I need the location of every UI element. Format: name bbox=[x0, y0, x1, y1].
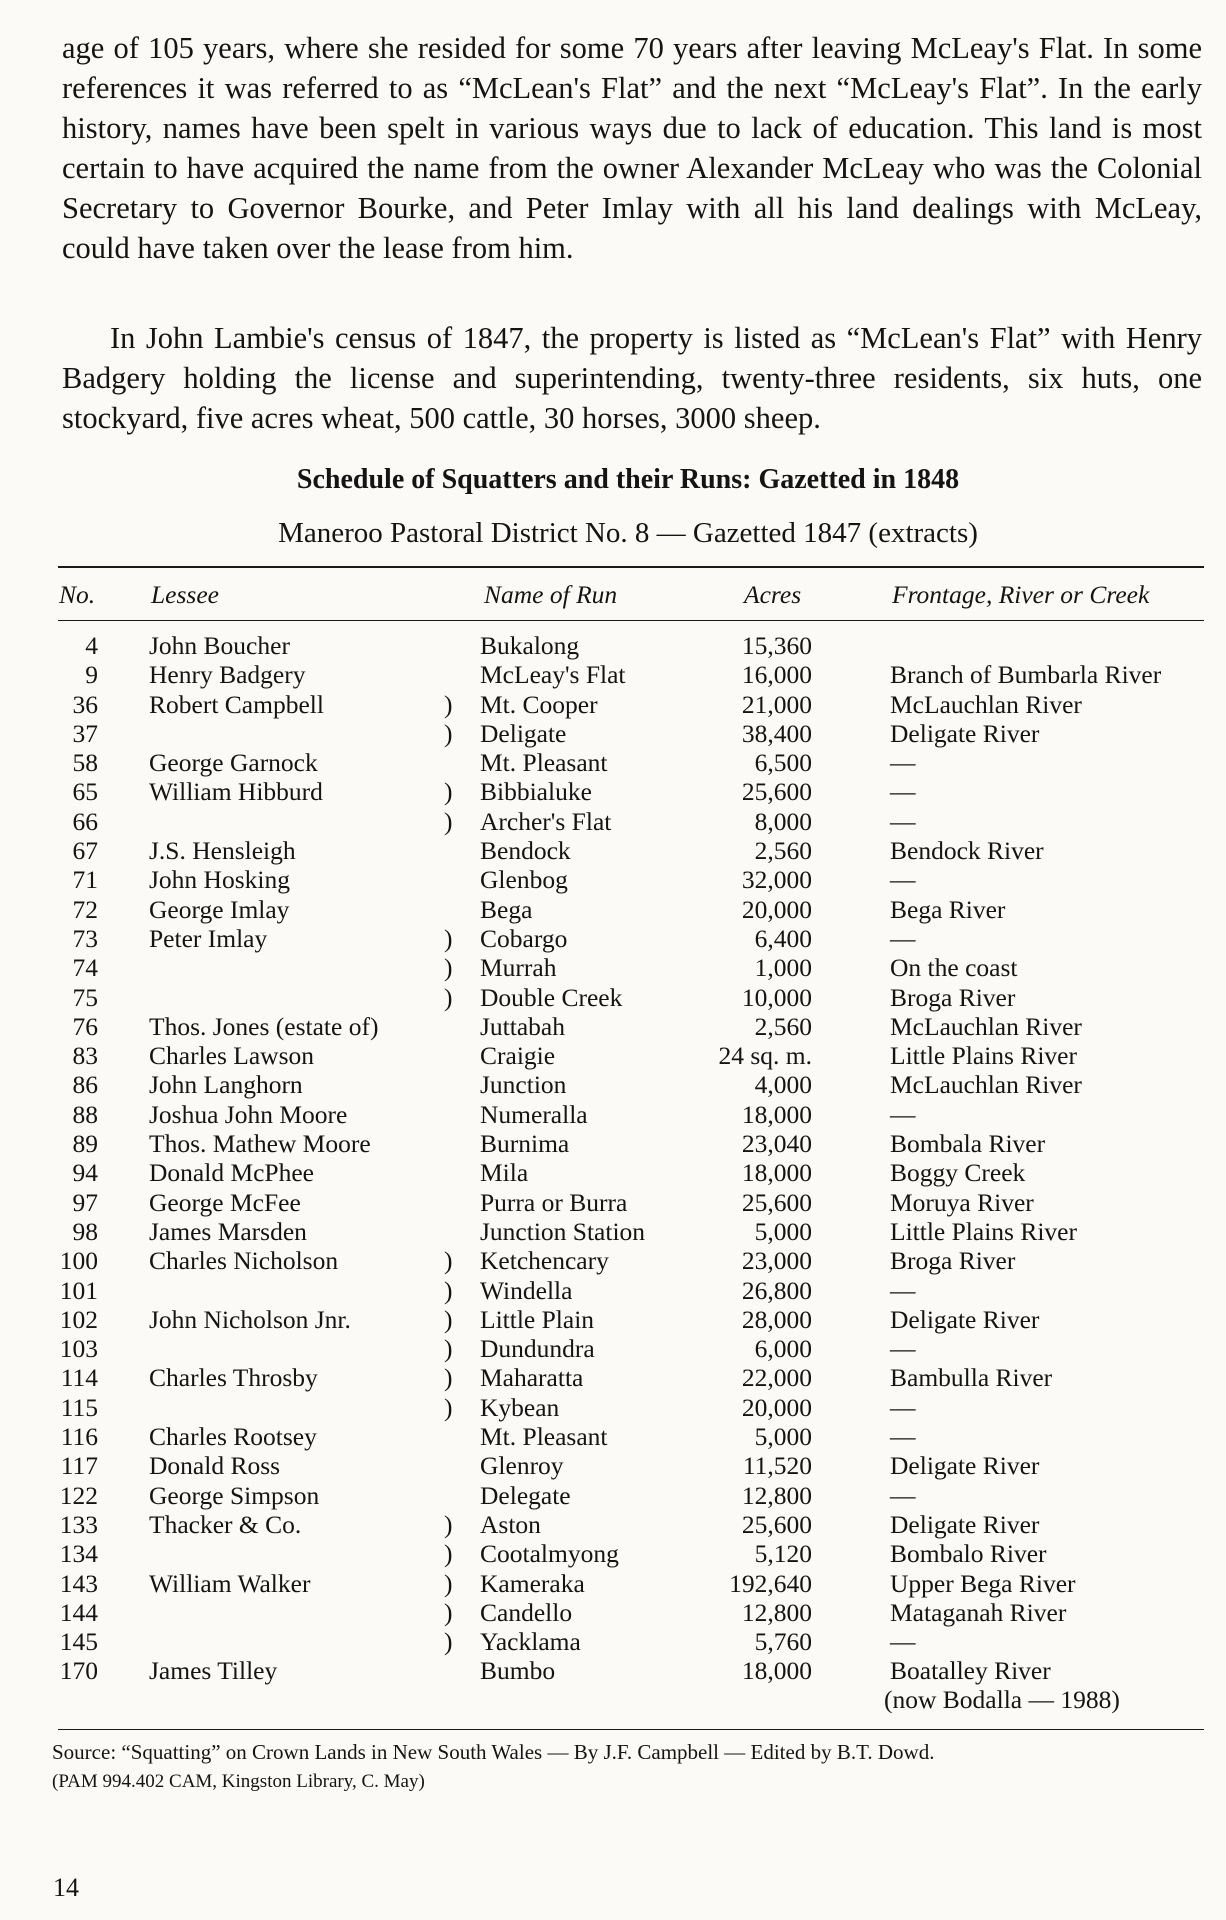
cell-run: Kameraka bbox=[480, 1568, 585, 1598]
cell-acres: 5,760 bbox=[754, 1627, 812, 1657]
cell-run: Double Creek bbox=[480, 982, 623, 1012]
cell-lessee: George Simpson bbox=[149, 1480, 320, 1510]
cell-acres: 5,000 bbox=[754, 1216, 812, 1246]
table-row bbox=[0, 719, 1226, 748]
table-row bbox=[0, 895, 1226, 924]
cell-bracket: ) bbox=[444, 718, 453, 748]
page-number: 14 bbox=[53, 1873, 79, 1902]
cell-run: Burnima bbox=[480, 1129, 570, 1159]
cell-no: 67 bbox=[72, 836, 98, 866]
cell-lessee: Charles Nicholson bbox=[149, 1246, 339, 1276]
cell-frontage: Bambulla River bbox=[890, 1363, 1053, 1393]
cell-lessee: Thos. Mathew Moore bbox=[149, 1129, 371, 1159]
cell-acres: 22,000 bbox=[741, 1363, 812, 1393]
cell-run: Dundundra bbox=[480, 1334, 595, 1364]
cell-run: Bendock bbox=[480, 836, 571, 866]
table-row bbox=[0, 1451, 1226, 1480]
cell-acres: 23,000 bbox=[741, 1246, 812, 1276]
cell-lessee: J.S. Hensleigh bbox=[149, 836, 296, 866]
cell-no: 73 bbox=[72, 923, 98, 953]
cell-no: 72 bbox=[72, 894, 98, 924]
cell-no: 89 bbox=[72, 1129, 98, 1159]
cell-lessee: John Langhorn bbox=[149, 1070, 303, 1100]
table-row bbox=[0, 1305, 1226, 1334]
cell-no: 103 bbox=[59, 1334, 98, 1364]
cell-acres: 18,000 bbox=[741, 1158, 812, 1188]
cell-lessee: John Nicholson Jnr. bbox=[149, 1304, 351, 1334]
cell-bracket: ) bbox=[444, 1246, 453, 1276]
table-row bbox=[0, 924, 1226, 953]
cell-no: 122 bbox=[59, 1480, 98, 1510]
cell-no: 66 bbox=[72, 806, 98, 836]
cell-acres: 12,800 bbox=[741, 1480, 812, 1510]
cell-run: Candello bbox=[480, 1597, 573, 1627]
cell-lessee: William Walker bbox=[149, 1568, 311, 1598]
cell-lessee: John Hosking bbox=[149, 865, 290, 895]
cell-frontage: — bbox=[890, 1392, 916, 1422]
cell-frontage: Boatalley River bbox=[890, 1656, 1051, 1686]
cell-lessee: Robert Campbell bbox=[149, 689, 324, 719]
cell-lessee: George McFee bbox=[149, 1187, 301, 1217]
cell-no: 97 bbox=[72, 1187, 98, 1217]
table-row bbox=[0, 1481, 1226, 1510]
cell-run: Junction Station bbox=[480, 1216, 646, 1246]
table-row bbox=[0, 1276, 1226, 1305]
cell-no: 115 bbox=[60, 1392, 98, 1422]
cell-run: Mt. Pleasant bbox=[480, 1422, 608, 1452]
cell-lessee: Joshua John Moore bbox=[149, 1099, 348, 1129]
cell-frontage: — bbox=[890, 1334, 916, 1364]
table-row bbox=[0, 1188, 1226, 1217]
cell-lessee: John Boucher bbox=[149, 631, 290, 660]
cell-run: Mt. Pleasant bbox=[480, 748, 608, 778]
cell-bracket: ) bbox=[444, 1392, 453, 1422]
cell-acres: 1,000 bbox=[754, 953, 812, 983]
cell-acres: 21,000 bbox=[741, 689, 812, 719]
paragraph-2: In John Lambie's census of 1847, the property is listed as “McLean's Flat” with Henry Badgery holding the license and superintending, twenty-three residents, six huts, one stockyard, five acres wheat, 500 cattle, 30 horses, 3000 sheep. bbox=[62, 321, 1202, 435]
cell-run: Bumbo bbox=[480, 1656, 556, 1686]
table-row bbox=[0, 1070, 1226, 1099]
cell-acres: 2,560 bbox=[754, 1011, 812, 1041]
cell-run: Little Plain bbox=[480, 1304, 595, 1334]
cell-frontage: — bbox=[890, 1480, 916, 1510]
cell-run: Junction bbox=[480, 1070, 567, 1100]
table-row bbox=[0, 660, 1226, 689]
cell-acres: 5,120 bbox=[754, 1539, 812, 1569]
cell-no: 116 bbox=[60, 1422, 98, 1452]
table-row bbox=[0, 748, 1226, 777]
table-row bbox=[0, 1129, 1226, 1158]
cell-run: Cobargo bbox=[480, 923, 568, 953]
table-row bbox=[0, 1510, 1226, 1539]
cell-acres: 25,600 bbox=[741, 1187, 812, 1217]
cell-acres: 8,000 bbox=[754, 806, 812, 836]
cell-no: 83 bbox=[72, 1041, 98, 1071]
cell-lessee: Donald Ross bbox=[149, 1451, 281, 1481]
cell-no: 134 bbox=[59, 1539, 98, 1569]
cell-bracket: ) bbox=[444, 1539, 453, 1569]
cell-frontage: Mataganah River bbox=[890, 1597, 1067, 1627]
cell-no: 102 bbox=[59, 1304, 98, 1334]
table-row bbox=[0, 1100, 1226, 1129]
cell-frontage: — bbox=[890, 1627, 916, 1657]
cell-run: Deligate bbox=[480, 718, 567, 748]
table-row bbox=[0, 1569, 1226, 1598]
cell-frontage: Deligate River bbox=[890, 1509, 1040, 1539]
cell-frontage: Broga River bbox=[890, 1246, 1016, 1276]
cell-bracket: ) bbox=[444, 777, 453, 807]
cell-frontage: McLauchlan River bbox=[890, 1011, 1082, 1041]
cell-lessee: Thos. Jones (estate of) bbox=[149, 1011, 379, 1041]
cell-acres: 20,000 bbox=[741, 1392, 812, 1422]
cell-no: 94 bbox=[72, 1158, 98, 1188]
table-row bbox=[0, 1012, 1226, 1041]
table-row bbox=[0, 1041, 1226, 1070]
cell-run: Kybean bbox=[480, 1392, 560, 1422]
header-acres: Acres bbox=[744, 580, 802, 609]
cell-bracket: ) bbox=[444, 806, 453, 836]
cell-no: 101 bbox=[59, 1275, 98, 1305]
cell-frontage: Bega River bbox=[890, 894, 1006, 924]
header-no: No. bbox=[59, 580, 96, 609]
cell-frontage: Little Plains River bbox=[890, 1216, 1077, 1246]
cell-frontage: Deligate River bbox=[890, 1304, 1040, 1334]
cell-acres: 5,000 bbox=[754, 1422, 812, 1452]
table-top-rule bbox=[58, 566, 1204, 568]
table-row bbox=[0, 1656, 1226, 1715]
cell-no: 88 bbox=[72, 1099, 98, 1129]
table-row bbox=[0, 1598, 1226, 1627]
cell-acres: 4,000 bbox=[754, 1070, 812, 1100]
cell-run: Bega bbox=[480, 894, 533, 924]
paragraph-1: age of 105 years, where she resided for some 70 years after leaving McLeay's Flat. In some references it was referred to as “McLean's Flat” and the next “McLeay's Flat”. In the early history, names have been spelt in various ways due to lack of education. This land is most certain to have acquired the name from the owner Alexander McLeay who was the Colonial Secretary to Governor Bourke, and Peter Imlay with all his land dealings with McLeay, could have taken over the lease from him. bbox=[62, 31, 1202, 265]
cell-frontage: Deligate River bbox=[890, 1451, 1040, 1481]
cell-lessee: Charles Rootsey bbox=[149, 1422, 317, 1452]
cell-frontage: — bbox=[890, 777, 916, 807]
cell-run: McLeay's Flat bbox=[480, 660, 626, 690]
cell-frontage: — bbox=[890, 1099, 916, 1129]
cell-frontage: Little Plains River bbox=[890, 1041, 1077, 1071]
cell-no: 86 bbox=[72, 1070, 98, 1100]
cell-run: Glenbog bbox=[480, 865, 568, 895]
cell-no: 9 bbox=[85, 660, 98, 690]
cell-no: 144 bbox=[59, 1597, 98, 1627]
source-note bbox=[52, 1738, 934, 1796]
table-row bbox=[0, 865, 1226, 894]
cell-no: 145 bbox=[59, 1627, 98, 1657]
cell-no: 100 bbox=[59, 1246, 98, 1276]
cell-acres: 6,500 bbox=[754, 748, 812, 778]
cell-frontage: Bendock River bbox=[890, 836, 1044, 866]
table-row bbox=[0, 690, 1226, 719]
schedule-subtitle: Maneroo Pastoral District No. 8 — Gazetted 1847 (extracts) bbox=[278, 517, 978, 549]
cell-acres: 11,520 bbox=[742, 1451, 812, 1481]
cell-no: 170 bbox=[59, 1656, 98, 1686]
cell-acres: 6,000 bbox=[754, 1334, 812, 1364]
cell-frontage: — bbox=[890, 1422, 916, 1452]
cell-no: 114 bbox=[60, 1363, 98, 1393]
cell-lessee: James Tilley bbox=[149, 1656, 278, 1686]
table-row bbox=[0, 1217, 1226, 1246]
cell-run: Aston bbox=[480, 1509, 541, 1539]
cell-run: Bibbialuke bbox=[480, 777, 592, 807]
cell-lessee: Thacker & Co. bbox=[149, 1509, 302, 1539]
cell-bracket: ) bbox=[444, 923, 453, 953]
cell-bracket: ) bbox=[444, 1304, 453, 1334]
cell-bracket: ) bbox=[444, 1568, 453, 1598]
cell-acres: 25,600 bbox=[741, 777, 812, 807]
cell-no: 98 bbox=[72, 1216, 98, 1246]
cell-frontage: — bbox=[890, 865, 916, 895]
cell-bracket: ) bbox=[444, 1334, 453, 1364]
cell-lessee: Peter Imlay bbox=[149, 923, 268, 953]
table-row bbox=[0, 953, 1226, 982]
cell-run: Craigie bbox=[480, 1041, 556, 1071]
cell-frontage: Branch of Bumbarla River bbox=[890, 660, 1162, 690]
table-row bbox=[0, 983, 1226, 1012]
cell-acres: 24 sq. m. bbox=[718, 1041, 812, 1071]
cell-frontage-line2: (now Bodalla — 1988) bbox=[884, 1685, 1120, 1715]
table-header-rule bbox=[58, 620, 1204, 621]
cell-run: Windella bbox=[480, 1275, 573, 1305]
source-line-2: (PAM 994.402 CAM, Kingston Library, C. May) bbox=[52, 1771, 425, 1792]
cell-run: Glenroy bbox=[480, 1451, 564, 1481]
cell-no: 65 bbox=[72, 777, 98, 807]
table-row bbox=[0, 1393, 1226, 1422]
cell-acres: 26,800 bbox=[741, 1275, 812, 1305]
cell-bracket: ) bbox=[444, 1597, 453, 1627]
cell-run: Mt. Cooper bbox=[480, 689, 598, 719]
cell-lessee: William Hibburd bbox=[149, 777, 323, 807]
table-row bbox=[0, 1363, 1226, 1392]
source-line-1: Source: “Squatting” on Crown Lands in New South Wales — By J.F. Campbell — Edited by B.T. Dowd. bbox=[52, 1740, 935, 1764]
cell-acres: 28,000 bbox=[741, 1304, 812, 1334]
table-bottom-rule bbox=[58, 1729, 1204, 1730]
cell-no: 143 bbox=[59, 1568, 98, 1598]
cell-lessee: Charles Throsby bbox=[149, 1363, 318, 1393]
cell-no: 74 bbox=[72, 953, 98, 983]
cell-run: Archer's Flat bbox=[480, 806, 612, 836]
cell-lessee: Henry Badgery bbox=[149, 660, 306, 690]
cell-run: Mila bbox=[480, 1158, 529, 1188]
cell-run: Maharatta bbox=[480, 1363, 584, 1393]
table-row bbox=[0, 1422, 1226, 1451]
cell-lessee: Charles Lawson bbox=[149, 1041, 315, 1071]
table-row bbox=[0, 631, 1226, 660]
cell-acres: 32,000 bbox=[741, 865, 812, 895]
schedule-title: Schedule of Squatters and their Runs: Gazetted in 1848 bbox=[296, 464, 960, 495]
cell-acres: 192,640 bbox=[729, 1568, 812, 1598]
cell-no: 117 bbox=[60, 1451, 98, 1481]
cell-run: Murrah bbox=[480, 953, 557, 983]
cell-frontage: Moruya River bbox=[890, 1187, 1034, 1217]
cell-frontage: — bbox=[890, 1275, 916, 1305]
header-frontage: Frontage, River or Creek bbox=[892, 580, 1150, 609]
cell-acres: 2,560 bbox=[754, 836, 812, 866]
cell-frontage: McLauchlan River bbox=[890, 689, 1082, 719]
cell-frontage: — bbox=[890, 748, 916, 778]
table-row bbox=[0, 1539, 1226, 1568]
cell-frontage: — bbox=[890, 923, 916, 953]
cell-no: 71 bbox=[72, 865, 98, 895]
cell-no: 76 bbox=[72, 1011, 98, 1041]
cell-bracket: ) bbox=[444, 953, 453, 983]
table-row bbox=[0, 836, 1226, 865]
cell-acres: 18,000 bbox=[741, 1099, 812, 1129]
cell-frontage: McLauchlan River bbox=[890, 1070, 1082, 1100]
cell-frontage: On the coast bbox=[890, 953, 1018, 983]
table-row bbox=[0, 1627, 1226, 1656]
cell-lessee: George Garnock bbox=[149, 748, 318, 778]
cell-run: Cootalmyong bbox=[480, 1539, 619, 1569]
cell-lessee: Donald McPhee bbox=[149, 1158, 315, 1188]
cell-acres: 10,000 bbox=[741, 982, 812, 1012]
table-row bbox=[0, 1334, 1226, 1363]
cell-no: 37 bbox=[72, 718, 98, 748]
cell-run: Juttabah bbox=[480, 1011, 565, 1041]
cell-no: 36 bbox=[72, 689, 98, 719]
cell-frontage: Upper Bega River bbox=[890, 1568, 1076, 1598]
cell-run: Ketchencary bbox=[480, 1246, 609, 1276]
cell-frontage: Bombala River bbox=[890, 1129, 1046, 1159]
cell-acres: 16,000 bbox=[741, 660, 812, 690]
table-row bbox=[0, 1246, 1226, 1275]
cell-frontage: Bombalo River bbox=[890, 1539, 1047, 1569]
cell-bracket: ) bbox=[444, 982, 453, 1012]
header-run: Name of Run bbox=[484, 580, 618, 609]
cell-acres: 6,400 bbox=[754, 923, 812, 953]
cell-acres: 23,040 bbox=[741, 1129, 812, 1159]
cell-bracket: ) bbox=[444, 1363, 453, 1393]
cell-lessee: George Imlay bbox=[149, 894, 290, 924]
cell-acres: 38,400 bbox=[741, 718, 812, 748]
cell-no: 75 bbox=[72, 982, 98, 1012]
cell-run: Delegate bbox=[480, 1480, 571, 1510]
cell-acres: 15,360 bbox=[741, 631, 812, 660]
cell-frontage: Boggy Creek bbox=[890, 1158, 1026, 1188]
cell-bracket: ) bbox=[444, 1509, 453, 1539]
cell-lessee: James Marsden bbox=[149, 1216, 307, 1246]
cell-acres: 18,000 bbox=[741, 1656, 812, 1686]
cell-bracket: ) bbox=[444, 1275, 453, 1305]
cell-run: Purra or Burra bbox=[480, 1187, 628, 1217]
cell-acres: 25,600 bbox=[741, 1509, 812, 1539]
cell-frontage: — bbox=[890, 806, 916, 836]
cell-bracket: ) bbox=[444, 689, 453, 719]
cell-frontage: Broga River bbox=[890, 982, 1016, 1012]
cell-no: 58 bbox=[72, 748, 98, 778]
header-lessee: Lessee bbox=[151, 580, 219, 609]
cell-run: Yacklama bbox=[480, 1627, 581, 1657]
cell-run: Numeralla bbox=[480, 1099, 588, 1129]
cell-acres: 20,000 bbox=[741, 894, 812, 924]
schedule-table-body bbox=[0, 631, 1226, 1715]
cell-run: Bukalong bbox=[480, 631, 580, 660]
cell-bracket: ) bbox=[444, 1627, 453, 1657]
cell-no: 133 bbox=[59, 1509, 98, 1539]
cell-acres: 12,800 bbox=[741, 1597, 812, 1627]
table-row bbox=[0, 1158, 1226, 1187]
cell-no: 4 bbox=[85, 631, 98, 660]
table-row bbox=[0, 777, 1226, 806]
cell-frontage: Deligate River bbox=[890, 718, 1040, 748]
table-row bbox=[0, 807, 1226, 836]
